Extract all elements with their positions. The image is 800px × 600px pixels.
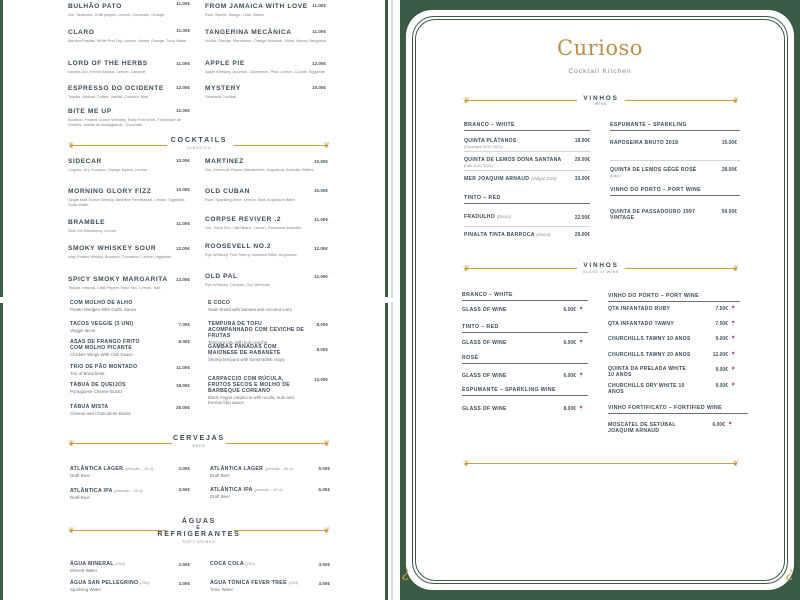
item-price: 11.00€ [312,3,326,8]
wine-glass-icon: 🍷 [578,405,585,411]
item-name: ASAS DE FRANGO FRITO COM MOLHO PICANTE [70,339,140,351]
wine-glass-icon: 🍷 [727,421,734,427]
row-separator [610,160,740,161]
item-desc: Nordés Gin, Fernet Branca, Lemon, Caramel [68,69,146,74]
wine-glass-icon: 🍷 [730,305,737,311]
ornament-icon: ❦ [732,264,739,273]
item-size: (pressão – 40 cl) [254,488,283,492]
ornament-icon: ❦ [732,459,739,468]
section-title-connector: E [196,525,202,531]
item-desc: Gin, Triple Sec, Lillet Blanc, Lemon, Fondanne Absinthe [205,225,302,230]
section-title: ÁGUAS [181,518,217,525]
cervejas-divider [68,435,330,455]
wine-category-header: ROSÉ [462,355,588,364]
wine-name: GLASS OF WINE [462,373,507,379]
wine-price: 28.00€ [721,167,737,173]
wine-name: QUINTA DE PASSADOURO 1997 VINTAGE [610,209,696,221]
item-price: 3.50€ [178,487,190,492]
item-name: BITE ME UP [68,108,112,115]
item-name: SPICY SMOKY MARGARITA [68,276,168,283]
item-price: 12.00€ [313,274,328,279]
wine-price: 6.00€ [563,373,576,379]
item-name: ATLÂNTICA IPA [70,488,113,494]
wine-price: 7.50€ [715,321,728,327]
wine-name: QUINTA DE LEMOS GÉGÉ ROSÉ [610,167,697,173]
divider-line [467,463,735,464]
row-separator [464,151,590,152]
item-desc: Chicken Wings With Chili Sauce [70,352,133,357]
item-price: 11.00€ [314,217,328,222]
item-price: 3.00€ [318,581,330,586]
item-price: 11.00€ [312,29,326,34]
page-edge [385,0,388,297]
wine-price: 7.50€ [715,306,728,312]
item-desc: Rye Whiskey, Fino Sherry, Hazelnut Bitter, Angostura [205,252,297,257]
wine-price: 9.00€ [715,336,728,342]
item-size: (pressão – 25 cl) [124,467,154,471]
item-price: 3.00€ [178,466,190,471]
item-desc: Black Angus carpaccio with rucula, nuts and Korean bbq sauce [208,395,294,405]
item-desc: Shrimp tempura with horseradish mayo [208,357,285,362]
ornament-icon: ❦ [463,96,470,105]
menu-item [208,300,333,312]
item-desc: Bourbon, Peated Scotch Whiskey, Ruby Port Wine, Framboise de Rosiers, Vanille de Madagascar, Chocolate [68,117,182,127]
corner-logo-icon: ¿ [786,565,794,581]
item-price: 5.00€ [318,466,330,471]
ornament-icon: ❦ [68,141,75,150]
item-desc: Tequila, Mezcal, Chilli Pepper,Triple Sec, Lemon, Salt [68,285,161,290]
item-name: COM MOLHO DE ALHO [70,300,133,306]
item-price: 10.00€ [175,187,190,192]
wine-category-header: VINHO DO PORTO – PORT WINE [608,293,740,302]
item-name: MARTINEZ [205,158,244,165]
wine-glass-icon: 🍷 [578,306,585,312]
item-price: 8.00€ [316,347,328,352]
item-desc: Gin, Vermouth Rosso, Maraschino, Angostura, Aromatic Bitters [205,167,314,172]
section-title: CERVEJAS [172,435,225,442]
item-name: TACOS VEGGIE (3 UNI) [70,321,134,327]
item-desc: Naan bread with banana and coconut curry [208,307,292,312]
wine-name: QUINTA DE LEMOS DONA SANTANA [464,157,562,163]
wine-price: 9.00€ [715,367,728,373]
wine-detail: (Gauvigne DOC 2021) [464,144,503,149]
item-name: ATLÂNTICA LAGER [70,466,124,472]
item-price: 8.00€ [178,339,190,344]
item-name: CARPACCIO COM RÚCULA, FRUTOS SECOS E MOLHO DE BARBEQUE COREANO [208,376,291,394]
section-title: REFRIGERANTES [157,531,241,538]
item-name: TEMPURA DE TOFU ACOMPANHADO COM CEVICHE DE FRUTAS [208,321,305,339]
wine-category-header: TINTO – RED [464,195,590,204]
item-desc: Sparkling Water [70,587,102,592]
item-name: ATLÂNTICA IPA [210,487,253,493]
wine-detail: (Dão DOC 2021) [464,163,494,168]
wine-category-header: ESPUMANTE – SPARKLING WINE [462,387,588,396]
item-name: MORNING GLORY FIZZ [68,188,152,195]
wine-detail: (Dão) [610,173,620,178]
bottom-divider [463,455,739,475]
wine-detail: (Vidigal 2020) [530,176,557,181]
item-name: ESPRESSO DO OCIDENTE [68,85,164,92]
wine-glass-icon: 🍷 [730,366,737,372]
right-menu-page [400,0,800,600]
item-name: OLD CUBAN [205,188,250,195]
page-gap [0,298,393,302]
wine-price: 22.00€ [574,215,590,221]
item-name: TÁBUA MISTA [70,404,109,410]
item-name: LORD OF THE HERBS [68,60,148,67]
ornament-icon: ❦ [732,96,739,105]
item-name: MYSTERY [205,85,241,92]
wine-category-header: VINHO FORTIFICATO – FORTIFIED WINE [608,405,748,414]
ornament-icon: ❦ [323,526,330,535]
wine-item [464,138,564,150]
item-price: 12.00€ [311,61,326,66]
wine-name: GLASS OF WINE [462,307,507,313]
wine-price: 29.00€ [574,157,590,163]
wine-name: CHURCHILLS DRY WHITE 10 ANOS [608,383,685,395]
wine-price: 19.00€ [721,140,737,146]
item-price: 11.00€ [176,1,190,6]
item-price: 25.00€ [175,405,190,410]
wine-detail: (Douro) [536,232,551,237]
item-price: 12.00€ [175,246,190,251]
row-separator [464,226,590,227]
item-desc: Rum, Apérol, Mango, Lime, Melon [205,12,264,17]
item-name: GAMBAS PANADAS COM MAIONESE DE RABANETE [208,344,281,356]
item-name: ÁGUA SAN PELLEGRINO [70,580,139,586]
wine-price: 8.00€ [563,406,576,412]
wine-price: 50.00€ [721,209,737,215]
item-name: ROOSEVELL NO.2 [205,243,272,250]
item-desc: Mineral Water [70,568,98,573]
item-desc: Seasonal Cocktail [205,94,237,99]
item-size: (25cl) [140,581,150,585]
wine-name: FRADULHO [464,214,495,220]
wine-glass-icon: 🍷 [730,320,737,326]
section-subtitle: WINE [594,102,608,106]
item-desc: Draft Beer [70,473,91,478]
item-name: ÁGUA TÓNICA FEVER TREE [210,580,287,586]
section-title: COCKTAILS [170,137,228,144]
item-price: 11.00€ [176,28,190,33]
item-name: SMOKY WHISKEY SOUR [68,245,157,252]
section-subtitle: GLASS of WINE [582,270,620,274]
item-desc: Single Malt Scotch Whisky, Absinthe Fernetanise, Lemon, Eggwhite, Soda Water [68,197,186,207]
item-price: 3.00€ [178,581,190,586]
item-desc: Rum, Sparkling Wine, Lemon, Mint, Angostura Bitter [205,197,295,202]
item-price: 10.00€ [313,188,328,193]
item-desc: Apple Whiskey, Bourbon, Cinammon, Pear, Lemon, Cookie, Eggwhite [205,69,325,74]
item-price: 18.00€ [175,383,190,388]
item-desc: Cheese and Charcuterie Board [70,411,131,416]
wine-category-header: ESPUMANTE – SPARKLING [610,122,740,131]
menu-item [208,376,308,405]
section-title: VINHOS [583,262,619,269]
item-name: TRIO DE PÃO MONTADO [70,364,138,370]
wine-glass-icon: 🍷 [730,335,737,341]
wine-name: GLASS OF WINE [462,406,507,412]
wine-glass-icon: 🍷 [578,339,585,345]
glass-wine-divider [463,262,739,282]
wine-price: 18.00€ [574,138,590,144]
wine-name: CHURCHILLS TAWNY 10 ANOS [608,336,691,342]
wine-name: QUINTA DA PRELADA WHITE 10 ANOS [608,366,687,378]
ornament-icon: ❦ [68,439,75,448]
aguas-divider [68,518,330,546]
section-subtitle: BEER [192,444,206,448]
item-price: 13.00€ [175,277,190,282]
vinhos-divider [463,95,739,115]
wine-name: QTA INFANTADO TAWNY [608,321,675,327]
item-price: 3.00€ [318,562,330,567]
wine-price: 9.00€ [715,383,728,389]
section-subtitle: SOFT DRINKS [182,540,216,544]
wine-price: 29.00€ [574,232,590,238]
section-subtitle: CLÁSSICO [186,146,212,150]
wine-category-header: BRANCO – WHITE [462,292,588,301]
item-name: COCA COLA [210,561,244,567]
wine-name: QTA INFANTADO RUBY [608,306,671,312]
wine-detail: (Douro) [496,214,511,219]
wine-price: 33.00€ [574,176,590,182]
item-size: (25cl) [115,562,125,566]
item-name: OLD PAL [205,273,238,280]
wine-glass-icon: 🍷 [578,372,585,378]
item-name: TANGERINA MECÂNICA [205,29,292,36]
ornament-icon: ❦ [323,141,330,150]
item-desc: Tequila, Mezcal, Coffee, Vanilla, Coconut, Mint [68,94,149,99]
item-name: APPLE PIE [205,60,245,67]
item-desc: Gin, Seaweed, Chilli pepper, Lemon, Coriander, Orange [68,12,165,17]
item-price: 10.00€ [175,158,190,163]
wine-name: MOSCATEL DE SETÚBAL JOAQUIM ARNAUD [608,422,676,434]
item-price: 11.00€ [176,365,190,370]
item-size: (25cl) [245,562,255,566]
item-desc: Cognac, Dry Curaçao, Orange liqueur, Lemon [68,167,148,172]
wine-price: 6.00€ [563,307,576,313]
wine-price: 12.00€ [712,352,728,358]
menu-item [208,321,306,345]
item-desc: Sloe Gin Blackberry, Lemon [68,228,117,233]
item-name: ÁGUA MINERAL [70,561,114,567]
item-price: 7.00€ [178,322,190,327]
wine-name: PINALTA TINTA BARROCA [464,232,535,238]
brand-logo: Curioso [557,36,643,60]
item-price: 11.00€ [176,221,190,226]
item-name: ATLÂNTICA LAGER [210,466,264,472]
item-name: CORPSE REVIVER .2 [205,216,282,223]
ornament-icon: ❦ [463,264,470,273]
item-desc: Potato Wedges With Garlic Sauce [70,307,137,312]
menu-item [208,344,306,362]
wine-category-header: VINHO DO PORTO – PORT WINE [610,187,740,196]
item-name: TÁBUA DE QUEIJOS [70,382,126,388]
wine-name: CHURCHILLS TAWNY 20 ANOS [608,352,691,358]
item-price: 13.00€ [313,377,328,382]
item-name: BULHÃO PATO [68,3,122,10]
item-size: (20cl) [288,581,299,585]
item-desc: Mentha Pastilla, White Port Dry, Lemon, Honey, Orange, Tonic Water [68,38,187,43]
item-name: BRAMBLE [68,219,106,226]
page-edge [385,303,388,600]
item-desc: Veggie tacos [70,328,96,333]
wine-price: 6.00€ [563,340,576,346]
wine-name: RAPOSEIRA BRUTO 2018 [610,140,679,146]
item-price: 6.00€ [318,487,330,492]
wine-price: 6.00€ [712,422,725,428]
page-edge [0,0,3,297]
item-size: (pressão – 25 cl) [114,489,143,493]
item-desc: Rye Whiskey, Campari, Dry Vermouth [205,282,271,287]
left-menu-page [0,0,393,600]
wine-category-header: BRANCO – WHITE [464,122,590,131]
item-price: 10.00€ [313,159,328,164]
item-size: (pressão – 40 cl) [264,467,294,471]
item-price: 2.50€ [178,562,190,567]
cocktails-divider [68,137,330,157]
wine-name: MER JOAQUIM ARNAUD [464,176,530,182]
item-desc: Vodka, Orange, Mandarine, Orange blossom, Violet, Honey, Bergamot [205,38,327,43]
ornament-icon: ❦ [323,439,330,448]
wine-glass-icon: 🍷 [730,382,737,388]
wine-item [610,209,700,221]
brand-tagline: Cocktail Kitchen [568,68,632,75]
ornament-icon: ❦ [463,459,470,468]
item-desc: Draft Beer [210,494,231,499]
item-desc: Tonic Water [210,587,234,592]
item-desc: Draft Beer [70,495,91,500]
item-price: 12.00€ [175,108,190,113]
item-price: 10.00€ [311,85,326,90]
ornament-icon: ❦ [68,526,75,535]
row-separator [464,170,590,171]
item-desc: Tempura tofu with fruit ceviche [208,340,268,345]
item-desc: Portuguese Cheese Board [70,389,122,394]
item-name: SIDECAR [68,158,102,165]
item-desc: Draft Beer [210,473,231,478]
menu-item [70,300,195,312]
wine-name: QUINTA PLÁTANOS [464,138,517,144]
item-name: CLARO [68,29,95,36]
item-price: 8.00€ [316,322,328,327]
item-price: 12.00€ [313,246,328,251]
wine-glass-icon: 🍷 [730,351,737,357]
menu-item [70,339,150,357]
item-desc: Trio of Bruschetta [70,371,105,376]
item-price: 11.00€ [176,61,190,66]
item-price: 12.00€ [175,85,190,90]
page-edge [0,303,3,600]
wine-name: GLASS OF WINE [462,340,507,346]
item-name: E COCO [208,300,231,306]
item-name: FROM JAMAICA WITH LOVE [205,3,308,10]
section-title: VINHOS [583,95,619,102]
wine-category-header: TINTO – RED [462,324,588,333]
corner-logo-icon: ¿ [402,565,410,581]
item-desc: Islay Peated Whisky, Bourbon, Cinnamon, Lemon, eggwhite [68,254,172,259]
